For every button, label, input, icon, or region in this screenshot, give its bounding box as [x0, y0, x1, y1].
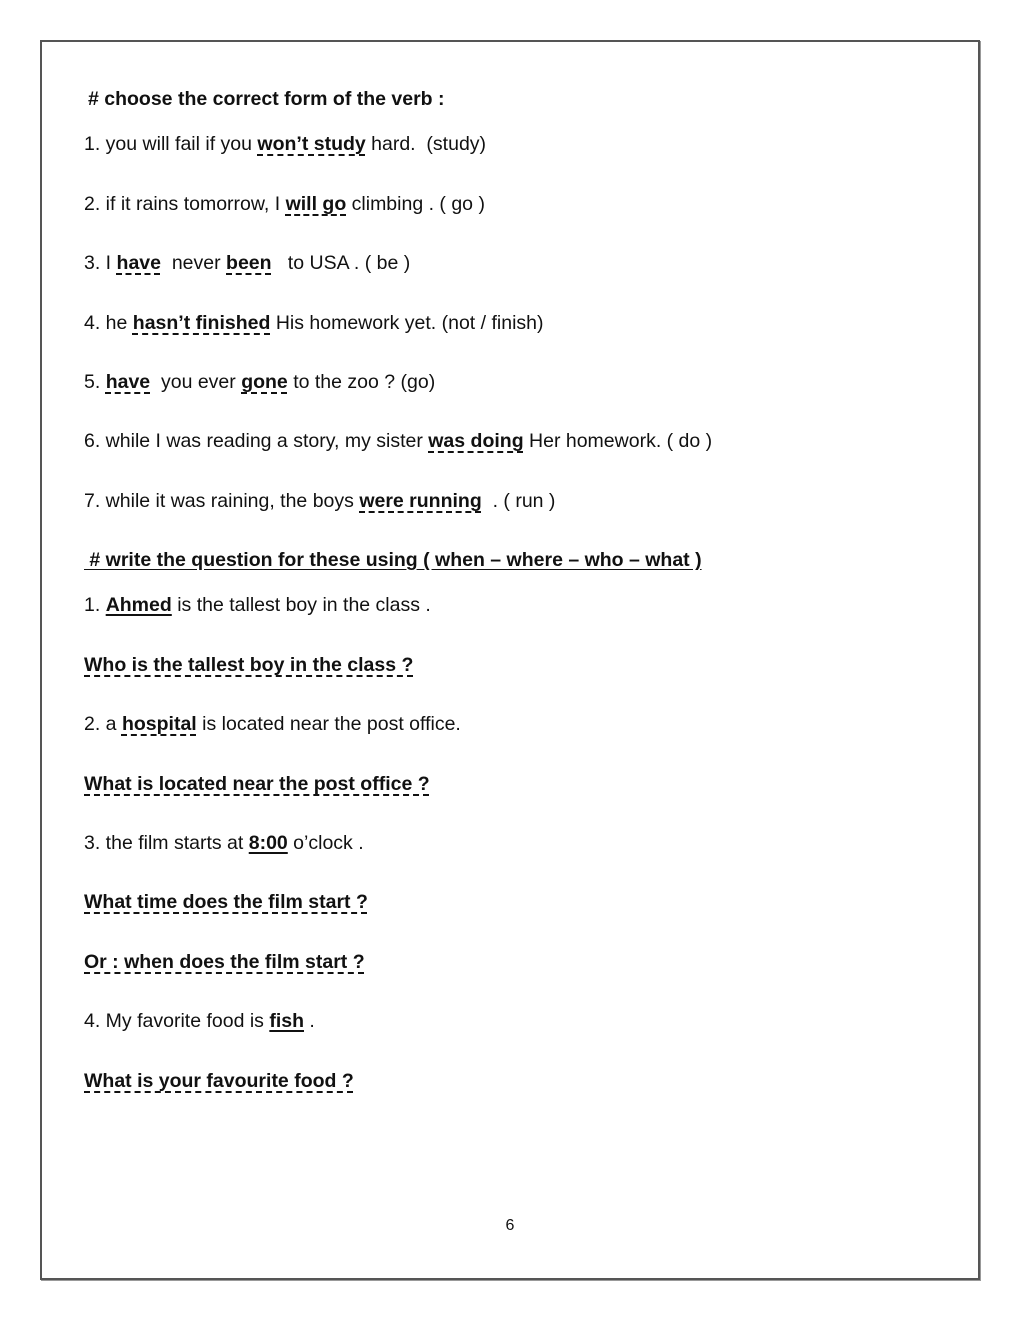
answer-text: have [116, 252, 161, 274]
item-text: 1. [84, 594, 106, 616]
question-item-3 [84, 831, 364, 855]
answer-text: What is your favourite food ? [84, 1070, 354, 1092]
question-item-1 [84, 593, 431, 617]
answer-text: won’t study [257, 133, 366, 155]
item-text: 2. a [84, 713, 122, 735]
item-text: is the tallest boy in the class . [171, 594, 431, 616]
item-text: 1. you will fail if you [84, 133, 258, 155]
item-text: to the zoo ? (go) [287, 371, 436, 393]
question-answer-4 [84, 1069, 354, 1093]
answer-text: have [105, 371, 151, 393]
item-text: 4. he [84, 312, 133, 334]
item-text: Her homework. ( do ) [523, 430, 713, 452]
section1-heading: # choose the correct form of the verb : [88, 88, 445, 110]
item-text: . [304, 1010, 315, 1032]
item-text: 5. [84, 371, 106, 393]
question-answer-3 [84, 890, 368, 914]
question-item-4 [84, 1009, 315, 1033]
verb-item-7 [84, 489, 555, 513]
answer-text: was doing [428, 430, 524, 452]
item-text: 7. while it was raining, the boys [84, 490, 360, 512]
answer-text: hospital [121, 713, 197, 735]
section2-heading: # write the question for these using ( when – where – who – what ) [84, 549, 702, 571]
answer-text: will go [285, 193, 347, 215]
answer-text: were running [359, 490, 482, 512]
item-text: o’clock . [287, 832, 364, 854]
answer-text: fish [269, 1010, 304, 1032]
verb-item-2 [84, 192, 485, 216]
question-item-2 [84, 712, 461, 736]
item-text: you ever [150, 371, 242, 393]
answer-text: Ahmed [105, 594, 172, 616]
answer-text: gone [241, 371, 288, 393]
answer-text: What time does the film start ? [84, 891, 368, 913]
item-text: 3. I [84, 252, 117, 274]
item-text: . ( run ) [481, 490, 556, 512]
answer-text: 8:00 [248, 832, 288, 854]
answer-text: Who is the tallest boy in the class ? [84, 654, 414, 676]
item-text: 2. if it rains tomorrow, I [84, 193, 286, 215]
verb-item-3 [84, 251, 410, 275]
verb-item-4 [84, 311, 544, 335]
item-text: 4. My favorite food is [84, 1010, 270, 1032]
answer-text: been [226, 252, 272, 274]
verb-item-6 [84, 429, 712, 453]
item-text: is located near the post office. [196, 713, 461, 735]
verb-item-1 [84, 132, 486, 156]
answer-text: What is located near the post office ? [84, 773, 430, 795]
question-answer-1 [84, 653, 413, 677]
question-answer-2 [84, 772, 430, 796]
page-number: 6 [505, 1217, 515, 1234]
item-text: 6. while I was reading a story, my sister [84, 430, 429, 452]
item-text: 3. the film starts at [84, 832, 249, 854]
item-text: His homework yet. (not / finish) [270, 312, 544, 334]
item-text: climbing . ( go ) [346, 193, 485, 215]
question-answer-3-alt [84, 950, 365, 974]
item-text: never [160, 252, 227, 274]
verb-item-5 [84, 370, 435, 394]
item-text: hard. (study) [365, 133, 487, 155]
item-text: to USA . ( be ) [271, 252, 411, 274]
answer-text: hasn’t finished [132, 312, 271, 334]
answer-text: Or : when does the film start ? [84, 951, 365, 973]
